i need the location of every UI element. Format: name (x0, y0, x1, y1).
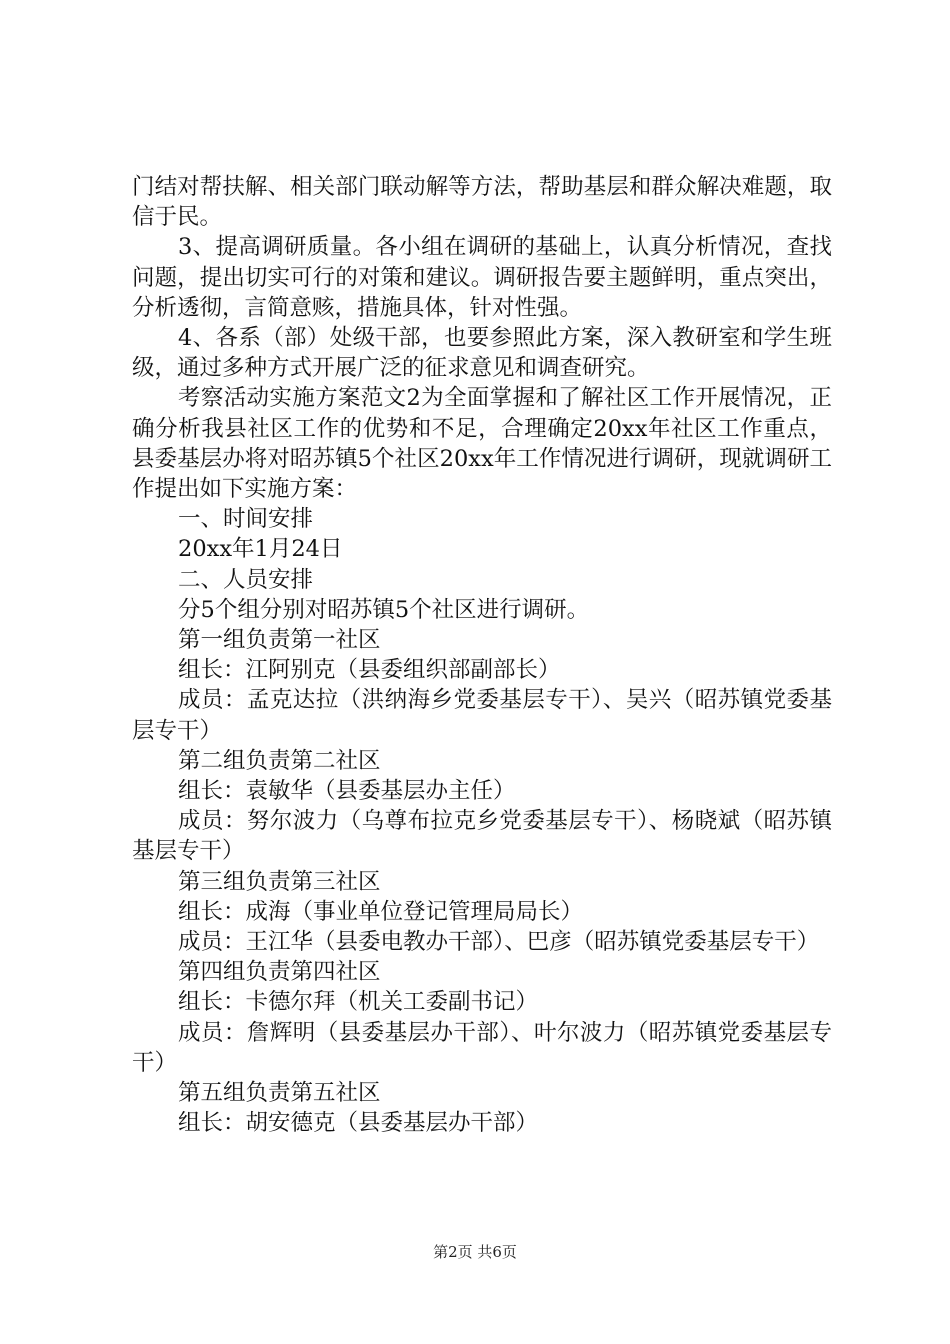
document-body (132, 172, 832, 1139)
group-members: 成员：孟克达拉（洪纳海乡党委基层专干）、吴兴（昭苏镇党委基层专干） (132, 687, 832, 744)
group-members: 成员：詹辉明（县委基层办干部）、叶尔波力（昭苏镇党委基层专干） (132, 1019, 832, 1076)
page-footer: 第2页 共6页 (433, 1243, 517, 1261)
paragraph: 4、各系（部）处级干部，也要参照此方案，深入教研室和学生班级，通过多种方式开展广泛的征求意见和调查研究。 (132, 325, 832, 382)
group-leader: 组长：袁敏华（县委基层办主任） (178, 778, 516, 805)
group-heading: 第一组负责第一社区 (178, 627, 381, 654)
paragraph: 分5个组分别对昭苏镇5个社区进行调研。 (178, 596, 590, 623)
section-heading: 一、时间安排 (178, 506, 314, 533)
group-members: 成员：王江华（县委电教办干部）、巴彦（昭苏镇党委基层专干） (178, 929, 820, 956)
paragraph: 门结对帮扶解、相关部门联动解等方法，帮助基层和群众解决难题，取信于民。 (132, 174, 832, 231)
group-leader: 组长：卡德尔拜（机关工委副书记） (178, 989, 539, 1016)
group-heading: 第四组负责第四社区 (178, 959, 381, 986)
group-heading: 第三组负责第三社区 (178, 868, 381, 895)
paragraph: 考察活动实施方案范文2为全面掌握和了解社区工作开展情况，正确分析我县社区工作的优势和不足，合理确定20xx年社区工作重点，县委基层办将对昭苏镇5个社区20xx年工作情况进行调研，现就调研工作提出如下实施方案： (132, 385, 832, 503)
paragraph: 20xx年1月24日 (178, 536, 343, 563)
section-heading: 二、人员安排 (178, 566, 314, 593)
group-leader: 组长：胡安德克（县委基层办干部） (178, 1110, 539, 1137)
group-heading: 第二组负责第二社区 (178, 747, 381, 774)
group-leader: 组长：成海（事业单位登记管理局局长） (178, 898, 584, 925)
group-leader: 组长：江阿别克（县委组织部副部长） (178, 657, 561, 684)
paragraph: 3、提高调研质量。各小组在调研的基础上，认真分析情况，查找问题，提出切实可行的对策和建议。调研报告要主题鲜明，重点突出，分析透彻，言简意赅，措施具体，针对性强。 (132, 234, 832, 321)
group-members: 成员：努尔波力（乌尊布拉克乡党委基层专干）、杨晓斌（昭苏镇基层专干） (132, 808, 832, 865)
group-heading: 第五组负责第五社区 (178, 1080, 381, 1107)
